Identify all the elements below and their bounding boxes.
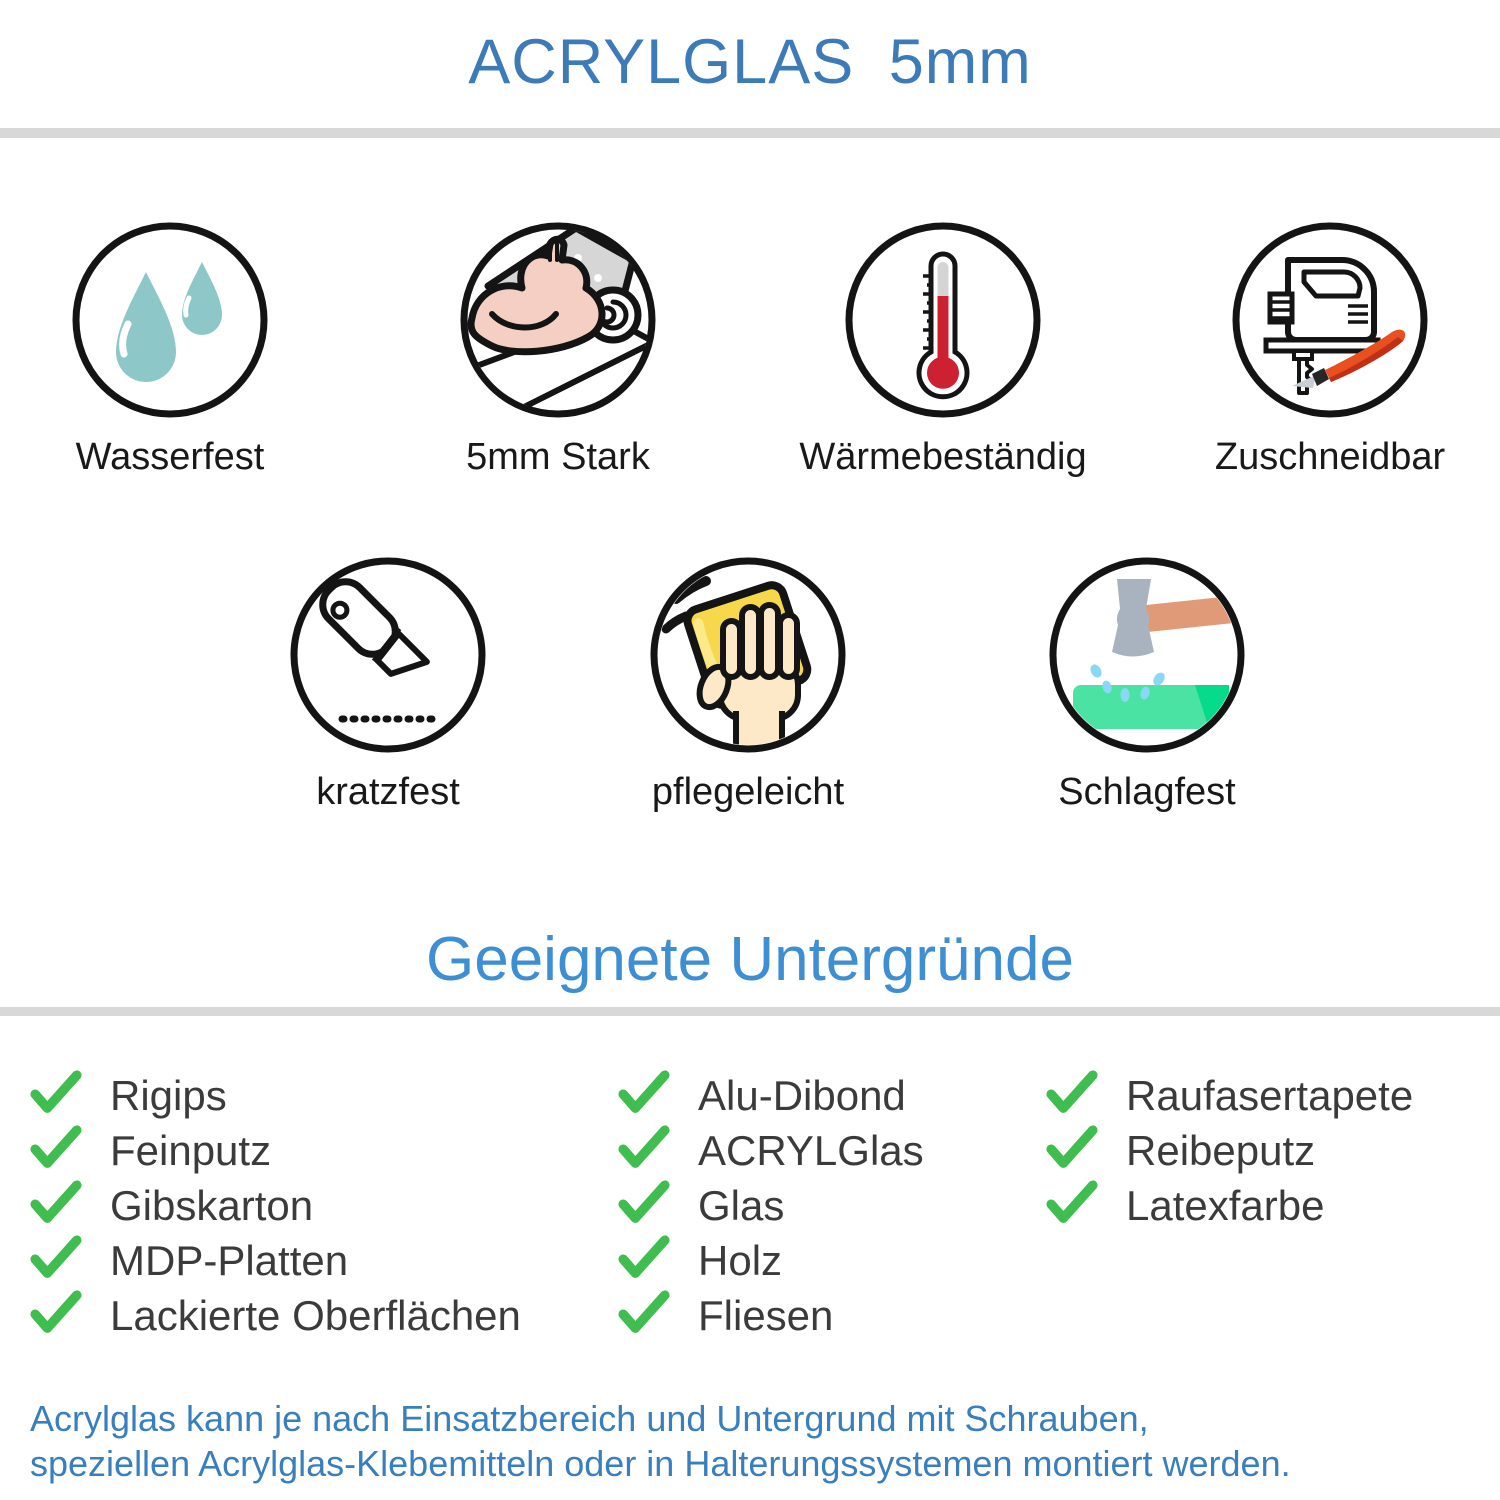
divider-bar-bottom [0, 1007, 1500, 1016]
footer-line: speziellen Acrylglas-Klebemitteln oder in Halterungssystemen montiert werden. [30, 1443, 1291, 1484]
feature-schlagfest [957, 555, 1337, 814]
substrate-label: Raufasertapete [1126, 1071, 1414, 1119]
check-icon [30, 1125, 82, 1177]
check-icon [1046, 1180, 1098, 1232]
feature-pflegeleicht [558, 555, 938, 814]
feature-zuschneidbar [1140, 220, 1500, 479]
substrate-label: Latexfarbe [1126, 1181, 1325, 1229]
feature-kratzfest [198, 555, 578, 814]
list-item [30, 1288, 521, 1343]
footer-line: Acrylglas kann je nach Einsatzbereich und Untergrund mit Schrauben, [30, 1398, 1149, 1439]
substrate-label: Feinputz [110, 1126, 272, 1174]
list-item [30, 1123, 521, 1178]
substrate-label: MDP-Platten [110, 1236, 349, 1284]
substrate-label: ACRYLGlas [698, 1126, 924, 1174]
check-icon [1046, 1125, 1098, 1177]
substrate-label: Glas [698, 1181, 785, 1229]
substrate-label: Reibeputz [1126, 1126, 1316, 1174]
list-item [618, 1233, 924, 1288]
check-icon [30, 1180, 82, 1232]
check-icon [618, 1070, 670, 1122]
list-item [30, 1068, 521, 1123]
check-icon [30, 1235, 82, 1287]
hammer-icon [1047, 555, 1247, 755]
check-icon [618, 1180, 670, 1232]
feature-waermebestaendig [753, 220, 1133, 479]
feature-wasserfest [0, 220, 360, 479]
water-drops-icon [70, 220, 270, 420]
check-icon [30, 1070, 82, 1122]
footer-note [30, 1396, 1490, 1486]
feature-5mm-stark [368, 220, 748, 479]
list-item [30, 1178, 521, 1233]
list-item [1046, 1178, 1413, 1233]
substrate-label: Alu-Dibond [698, 1071, 906, 1119]
feature-label: Wärmebeständig [799, 436, 1087, 478]
section-title: Geeignete Untergründe [425, 925, 1074, 994]
feature-label: Wasserfest [75, 436, 265, 478]
list-item [618, 1288, 924, 1343]
muscle-arm-icon [458, 220, 658, 420]
list-item [30, 1233, 521, 1288]
thermometer-icon [843, 220, 1043, 420]
feature-label: Zuschneidbar [1214, 436, 1446, 478]
substrate-column-2 [618, 1068, 924, 1343]
feature-label: kratzfest [316, 771, 460, 813]
check-icon [618, 1290, 670, 1342]
substrate-label: Gibskarton [110, 1181, 314, 1229]
list-item [1046, 1123, 1413, 1178]
utility-knife-icon [288, 555, 488, 755]
feature-label: 5mm Stark [466, 436, 650, 478]
substrate-label: Holz [698, 1236, 783, 1284]
feature-label: pflegeleicht [651, 771, 845, 813]
substrate-label: Lackierte Oberflächen [110, 1291, 521, 1339]
substrate-label: Rigips [110, 1071, 227, 1119]
check-icon [618, 1125, 670, 1177]
check-icon [30, 1290, 82, 1342]
divider-bar-top [0, 128, 1500, 138]
feature-label: Schlagfest [1058, 771, 1236, 813]
check-icon [618, 1235, 670, 1287]
list-item [618, 1123, 924, 1178]
list-item [618, 1068, 924, 1123]
list-item [618, 1178, 924, 1233]
jigsaw-icon [1230, 220, 1430, 420]
list-item [1046, 1068, 1413, 1123]
page-title: ACRYLGLAS 5mm [468, 27, 1032, 97]
cleaning-hand-icon [648, 555, 848, 755]
check-icon [1046, 1070, 1098, 1122]
substrate-column-3 [1046, 1068, 1413, 1233]
substrate-column-1 [30, 1068, 521, 1343]
substrate-label: Fliesen [698, 1291, 834, 1339]
